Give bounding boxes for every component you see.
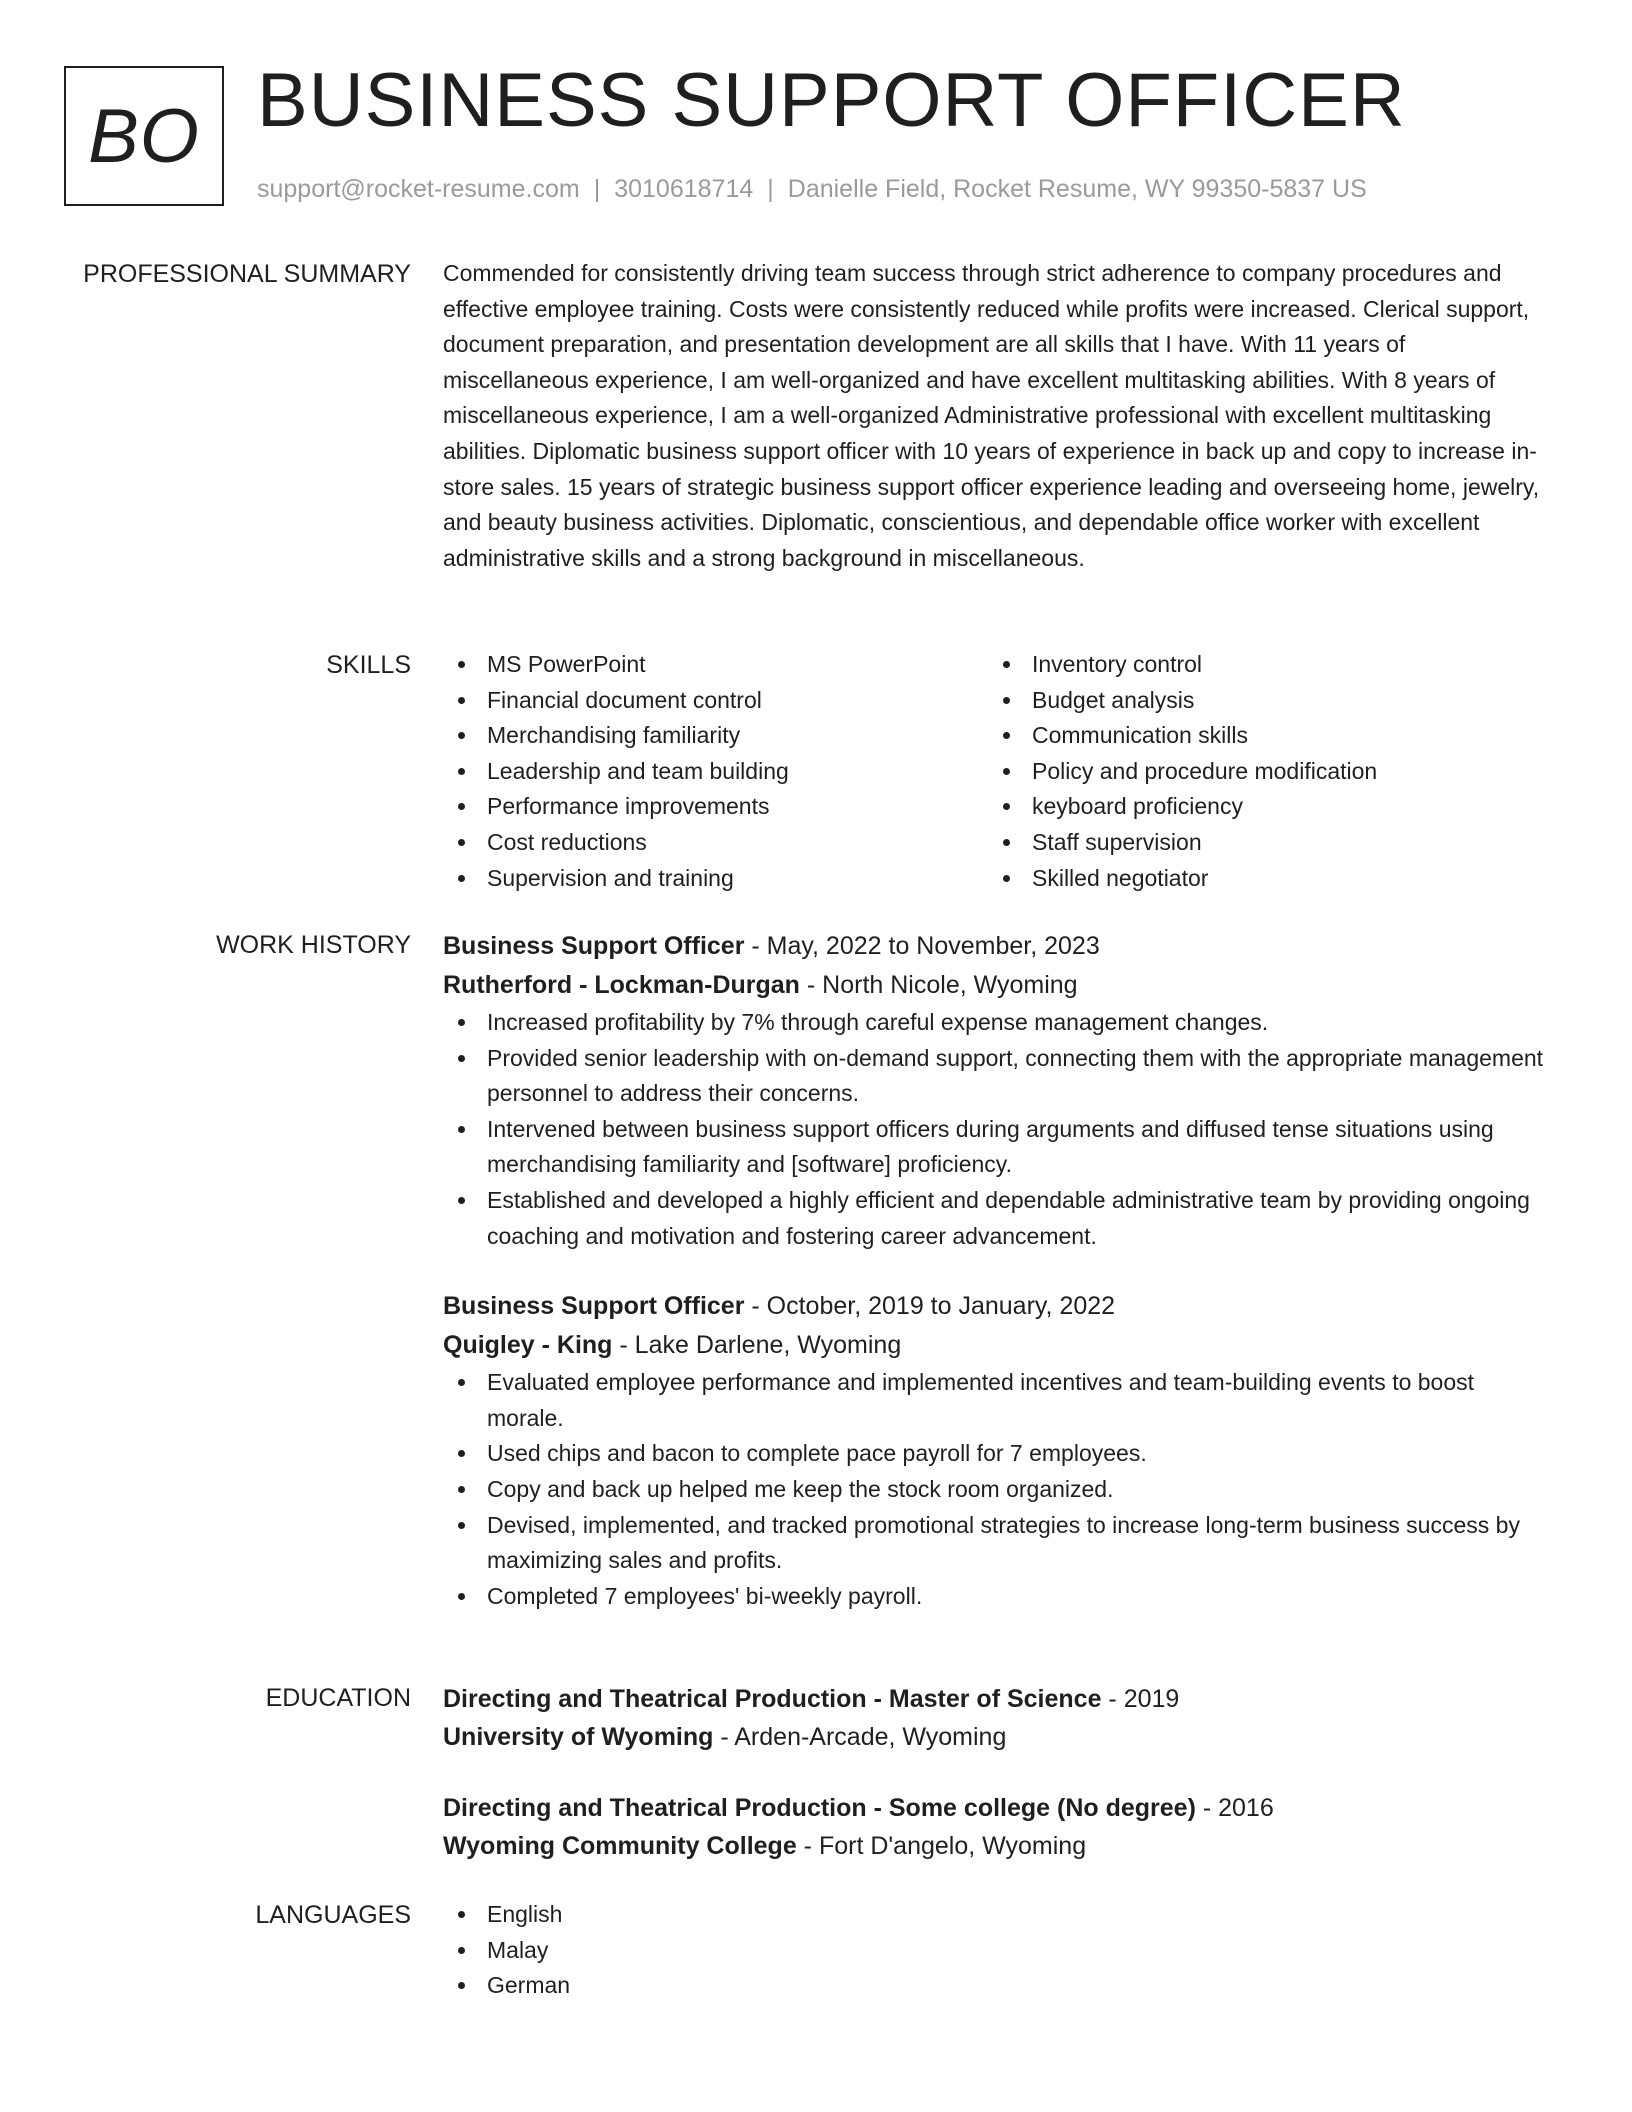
- section-title-work: WORK HISTORY: [216, 931, 411, 959]
- skill-item: Cost reductions: [443, 825, 988, 861]
- job-duty: Established and developed a highly efficient and dependable administrative team by providing ongoing coaching and motivation and fostering career advancement.: [443, 1183, 1553, 1254]
- skill-item: Budget analysis: [988, 683, 1533, 719]
- languages-body: [443, 1897, 1553, 2004]
- languages-list: [443, 1897, 1553, 2004]
- language-item: Malay: [443, 1933, 1553, 1969]
- job-duty: Used chips and bacon to complete pace payroll for 7 employees.: [443, 1436, 1553, 1472]
- language-item: English: [443, 1897, 1553, 1933]
- job-role: Business Support Officer: [443, 932, 745, 960]
- job-duty: Devised, implemented, and tracked promotional strategies to increase long-term business success by maximizing sales and profits.: [443, 1508, 1553, 1579]
- job-duty: Evaluated employee performance and implemented incentives and team-building events to boost morale.: [443, 1365, 1553, 1436]
- education-entry: [443, 1789, 1553, 1865]
- job-company: Rutherford - Lockman-Durgan: [443, 971, 800, 999]
- skill-item: Supervision and training: [443, 861, 988, 897]
- education-entry: [443, 1680, 1553, 1756]
- education-school-line: [443, 1827, 1553, 1865]
- language-item: German: [443, 1968, 1553, 2004]
- education-school: University of Wyoming: [443, 1723, 714, 1751]
- job-company: Quigley - King: [443, 1331, 613, 1360]
- education-school: Wyoming Community College: [443, 1832, 797, 1860]
- job-entry: [443, 1287, 1553, 1614]
- job-duty: Increased profitability by 7% through careful expense management changes.: [443, 1005, 1553, 1041]
- monogram-initials: BO: [88, 93, 200, 179]
- skill-item: Financial document control: [443, 683, 988, 719]
- skill-item: Communication skills: [988, 718, 1533, 754]
- education-school-line: [443, 1718, 1553, 1756]
- skill-item: Staff supervision: [988, 825, 1533, 861]
- education-location: - Arden-Arcade, Wyoming: [713, 1723, 1007, 1751]
- skill-item: Skilled negotiator: [988, 861, 1533, 897]
- resume-title: BUSINESS SUPPORT OFFICER: [257, 58, 1406, 143]
- education-body: [443, 1680, 1553, 1898]
- skill-item: Leadership and team building: [443, 754, 988, 790]
- skills-list-left: [443, 647, 988, 896]
- education-location: - Fort D'angelo, Wyoming: [796, 1832, 1087, 1860]
- skill-item: Policy and procedure modification: [988, 754, 1533, 790]
- job-role-line: [443, 1287, 1553, 1326]
- section-title-skills: SKILLS: [326, 651, 411, 679]
- job-duty: Intervened between business support officers during arguments and diffused tense situations using merchandising familiarity and [software] proficiency.: [443, 1112, 1553, 1183]
- section-title-education: EDUCATION: [265, 1684, 411, 1712]
- section-title-languages: LANGUAGES: [255, 1901, 411, 1929]
- summary-text: Commended for consistently driving team success through strict adherence to company procedures and effective employee training. Costs were consistently reduced while profits were increased. Clerical support, document preparation, and presentation development are all skills that I have. With 11 years of miscellaneous experience, I am well-organized and have excellent multitasking abilities. With 8 years of miscellaneous experience, I am a well-organized Administrative professional with excellent multitasking abilities. Diplomatic business support officer with 10 years of experience in back up and copy to increase in-store sales. 15 years of strategic business support officer experience leading and overseeing home, jewelry, and beauty business activities. Diplomatic, conscientious, and dependable office worker with excellent administrative skills and a strong background in miscellaneous.: [443, 260, 1540, 571]
- education-year: - 2019: [1101, 1685, 1180, 1713]
- job-location: - Lake Darlene, Wyoming: [612, 1331, 902, 1360]
- skill-item: Performance improvements: [443, 789, 988, 825]
- job-location: - North Nicole, Wyoming: [799, 971, 1078, 999]
- monogram-badge: [64, 66, 224, 206]
- work-body: [443, 927, 1553, 1647]
- job-duties-list: [443, 1005, 1553, 1254]
- job-duties-list: [443, 1365, 1553, 1614]
- job-company-line: [443, 1326, 1553, 1365]
- contact-line: [257, 173, 1367, 205]
- contact-phone: 3010618714: [614, 175, 754, 203]
- section-title-summary: PROFESSIONAL SUMMARY: [83, 260, 411, 288]
- summary-body: [443, 256, 1553, 576]
- job-company-line: [443, 966, 1553, 1005]
- skills-list-right: [988, 647, 1533, 896]
- job-duty: Provided senior leadership with on-demand support, connecting them with the appropriate management personnel to address their concerns.: [443, 1041, 1553, 1112]
- job-duty: Completed 7 employees' bi-weekly payroll.: [443, 1579, 1553, 1615]
- contact-separator: |: [593, 175, 601, 203]
- skill-item: Merchandising familiarity: [443, 718, 988, 754]
- skill-item: keyboard proficiency: [988, 789, 1533, 825]
- contact-email: support@rocket-resume.com: [257, 175, 580, 203]
- education-degree: Directing and Theatrical Production - Master of Science: [443, 1685, 1102, 1713]
- job-entry: [443, 927, 1553, 1254]
- job-duty: Copy and back up helped me keep the stock room organized.: [443, 1472, 1553, 1508]
- job-role: Business Support Officer: [443, 1292, 745, 1321]
- education-year: - 2016: [1195, 1794, 1274, 1822]
- skills-body: [443, 647, 1553, 896]
- job-dates: - May, 2022 to November, 2023: [744, 932, 1100, 960]
- skill-item: MS PowerPoint: [443, 647, 988, 683]
- education-degree-line: [443, 1680, 1553, 1718]
- education-degree: Directing and Theatrical Production - Some college (No degree): [443, 1794, 1196, 1822]
- education-degree-line: [443, 1789, 1553, 1827]
- job-dates: - October, 2019 to January, 2022: [744, 1292, 1116, 1321]
- job-role-line: [443, 927, 1553, 966]
- contact-address: Danielle Field, Rocket Resume, WY 99350-5837 US: [787, 175, 1367, 203]
- skill-item: Inventory control: [988, 647, 1533, 683]
- contact-separator: |: [767, 175, 774, 203]
